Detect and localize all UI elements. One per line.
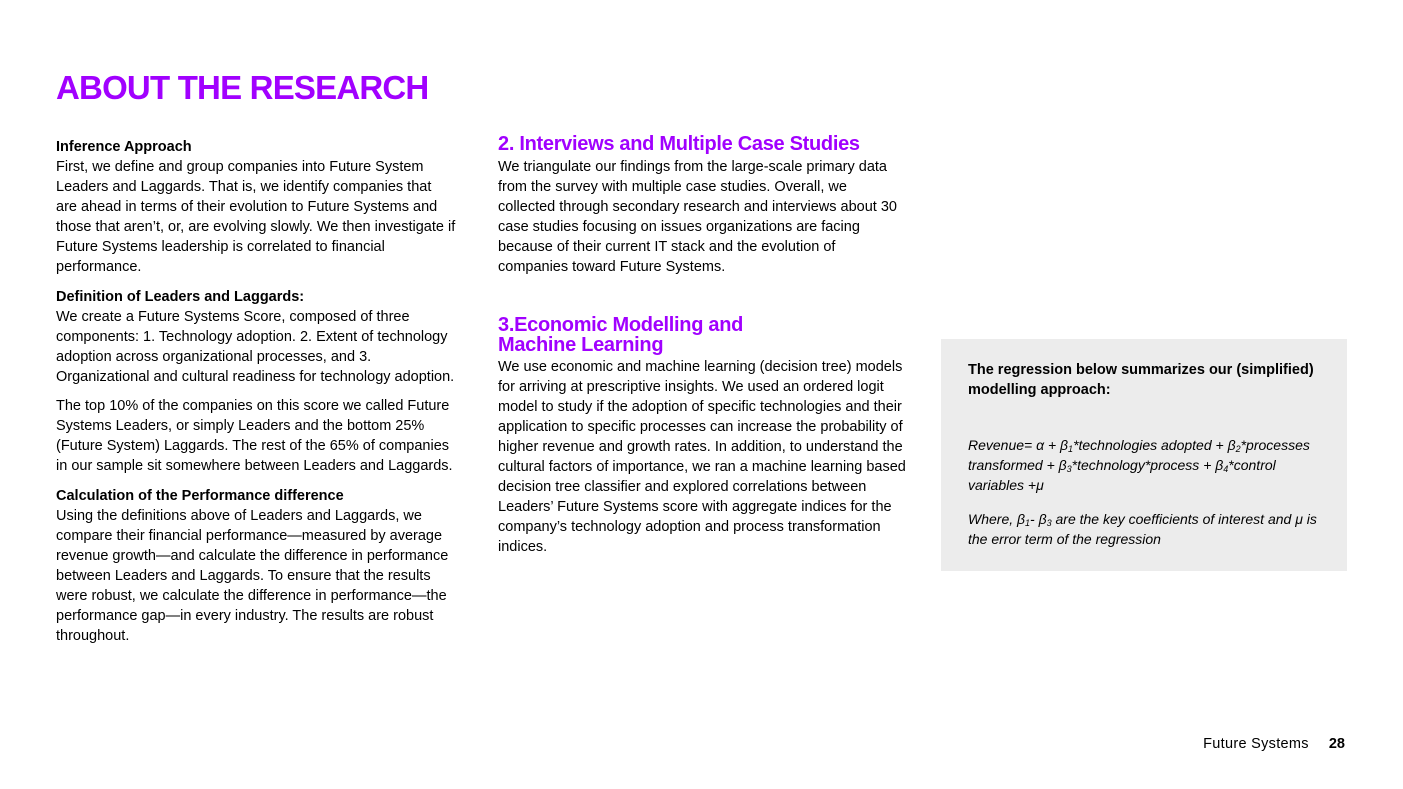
footer-doc-title: Future Systems	[1203, 736, 1309, 752]
middle-column	[498, 134, 908, 557]
regression-callout	[941, 339, 1347, 571]
regression-note	[968, 509, 1320, 549]
section-3-heading-line-2: Machine Learning	[498, 334, 664, 356]
formula-subscript: 4	[1223, 464, 1229, 474]
formula-part: *technologies adopted + β	[1073, 437, 1236, 453]
note-subscript: 1	[1025, 518, 1031, 528]
definition-body-2: The top 10% of the companies on this score we called Future Systems Leaders, or simply Leaders and the bottom 25% (Future System) Laggards. The rest of the 65% of companies in our sample sit somewhere between Leaders and Laggards.	[56, 398, 453, 474]
definition-heading: Definition of Leaders and Laggards:	[56, 289, 305, 305]
note-subscript: 3	[1046, 518, 1052, 528]
section-2-body: We triangulate our findings from the large-scale primary data from the survey with multiple case studies. Overall, we collected through secondary research and interviews about 30 case studies focusing on issues organizations are facing because of their current IT stack and the evolution of companies toward Future Systems.	[498, 159, 897, 275]
section-3-heading	[498, 315, 908, 355]
page-title: ABOUT THE RESEARCH	[56, 69, 429, 106]
formula-part: *processes transformed + β	[968, 437, 1310, 473]
calculation-heading: Calculation of the Performance difference	[56, 488, 344, 504]
spacer	[56, 387, 456, 396]
callout-intro: The regression below summarizes our (simplified) modelling approach:	[968, 362, 1314, 398]
note-part: are the key coefficients of interest and μ is the error term of the regression	[968, 511, 1317, 547]
calculation-body: Using the definitions above of Leaders and Laggards, we compare their financial performance—measured by average revenue growth—and calculate the difference in performance between Leaders and Laggards. To ensure that the results were robust, we calculate the difference in performance—the performance gap—in every industry. The results are robust throughout.	[56, 508, 449, 644]
section-3-heading-line-1: 3.Economic Modelling and	[498, 314, 744, 336]
formula-part: *technology*process + β	[1071, 457, 1224, 473]
formula-subscript: 1	[1068, 444, 1074, 454]
note-part: - β	[1030, 511, 1047, 527]
note-part: Where, β	[968, 511, 1026, 527]
section-2-heading: 2. Interviews and Multiple Case Studies	[498, 133, 860, 155]
formula-subscript: 2	[1235, 444, 1241, 454]
formula-part: *control variables +μ	[968, 457, 1276, 493]
spacer	[56, 476, 456, 486]
definition-body-1: We create a Future Systems Score, composed of three components: 1. Technology adoption. 2. Extent of technology adoption across organizational processes, and 3. Organizational and cultural readiness for technology adoption.	[56, 309, 455, 385]
formula-subscript: 3	[1066, 464, 1072, 474]
section-3-body: We use economic and machine learning (decision tree) models for arriving at prescriptive insights. We used an ordered logit model to study if the adoption of specific technologies and their application to specific processes can increase the probability of higher revenue and growth rates. In addition, to understand the cultural factors of importance, we ran a machine learning based decision tree classifier and explored correlations between Leaders’ Future Systems score with aggregate indices for the company’s technology adoption and process transformation indices.	[498, 359, 906, 555]
left-column	[56, 137, 456, 646]
page-footer	[1203, 734, 1345, 754]
inference-body: First, we define and group companies into Future System Leaders and Laggards. That is, we identify companies that are ahead in terms of their evolution to Future Systems and those that aren’t, or, are evolving slowly. We then investigate if Future Systems leadership is correlated to financial performance.	[56, 159, 456, 275]
regression-formula	[968, 435, 1320, 495]
formula-part: Revenue= α + β	[968, 437, 1069, 453]
spacer	[56, 277, 456, 287]
page-number: 28	[1328, 736, 1345, 752]
inference-heading: Inference Approach	[56, 139, 192, 155]
